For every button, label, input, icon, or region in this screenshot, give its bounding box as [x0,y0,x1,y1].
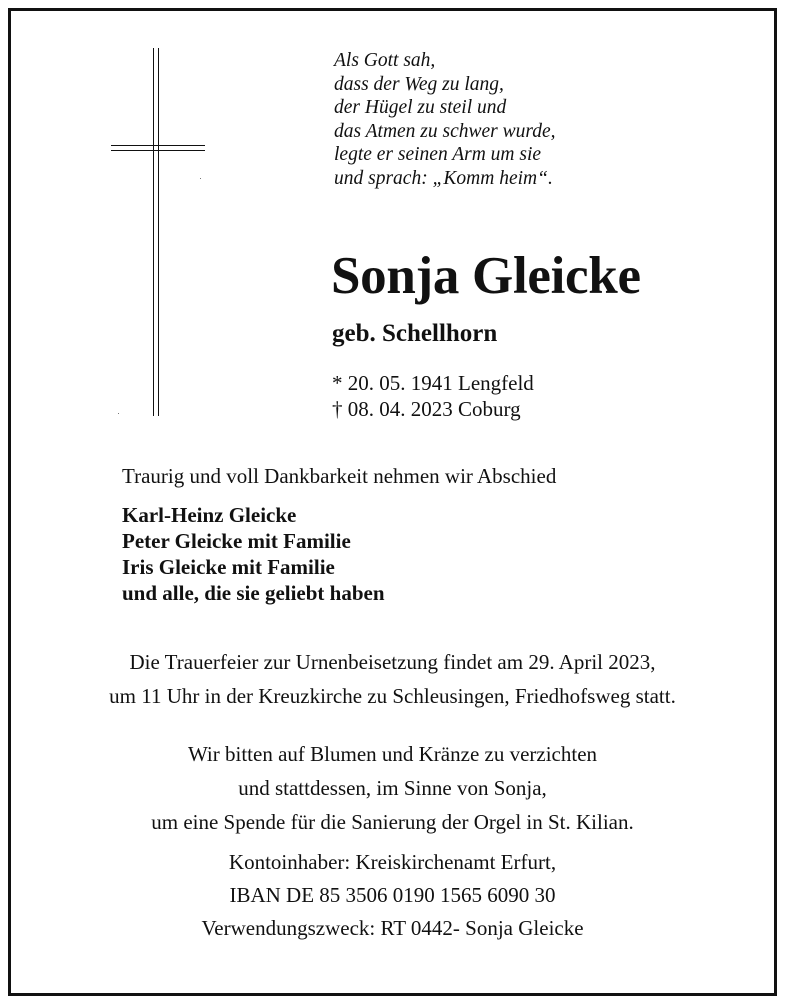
farewell-text: Traurig und voll Dankbarkeit nehmen wir Abschied [122,464,557,488]
payment-reference: Verwendungszweck: RT 0442- Sonja Gleicke [201,916,584,940]
death-date: † 08. 04. 2023 Coburg [332,397,521,421]
cross-icon [153,48,159,416]
deceased-name: Sonja Gleicke [331,247,641,305]
mourner: Peter Gleicke mit Familie [122,529,351,553]
poem-line: legte er seinen Arm um sie [334,144,542,165]
mourner: Karl-Heinz Gleicke [122,503,297,527]
speck [118,413,119,414]
donation-line: um eine Spende für die Sanierung der Orgel in St. Kilian. [151,810,634,834]
poem-line: dass der Weg zu lang, [334,73,504,95]
maiden-name: geb. Schellhorn [332,320,498,347]
iban: IBAN DE 85 3506 0190 1565 6090 30 [229,883,556,907]
poem [334,49,556,190]
service-line: um 11 Uhr in der Kreuzkirche zu Schleusingen, Friedhofsweg statt. [109,684,676,708]
mourner: Iris Gleicke mit Familie [122,555,335,579]
donation-line: Wir bitten auf Blumen und Kränze zu verzichten [187,742,598,766]
poem-line: und sprach: „Komm heim“. [334,167,553,189]
birth-date: * 20. 05. 1941 Lengfeld [332,371,534,395]
mourners-list [122,502,385,606]
donation-line: und stattdessen, im Sinne von Sonja, [238,776,547,800]
service-line: Die Trauerfeier zur Urnenbeisetzung findet am 29. April 2023, [129,650,656,674]
poem-line: Als Gott sah, [334,50,436,71]
poem-line: der Hügel zu steil und [334,97,507,118]
poem-line: das Atmen zu schwer wurde, [334,120,556,142]
service-info [11,645,774,713]
bank-details [11,846,774,945]
cross-icon-crossbar [111,145,205,151]
speck [200,178,201,179]
account-holder: Kontoinhaber: Kreiskirchenamt Erfurt, [228,850,557,874]
donation-request [11,737,774,839]
life-dates [332,370,534,422]
mourner: und alle, die sie geliebt haben [122,581,385,605]
